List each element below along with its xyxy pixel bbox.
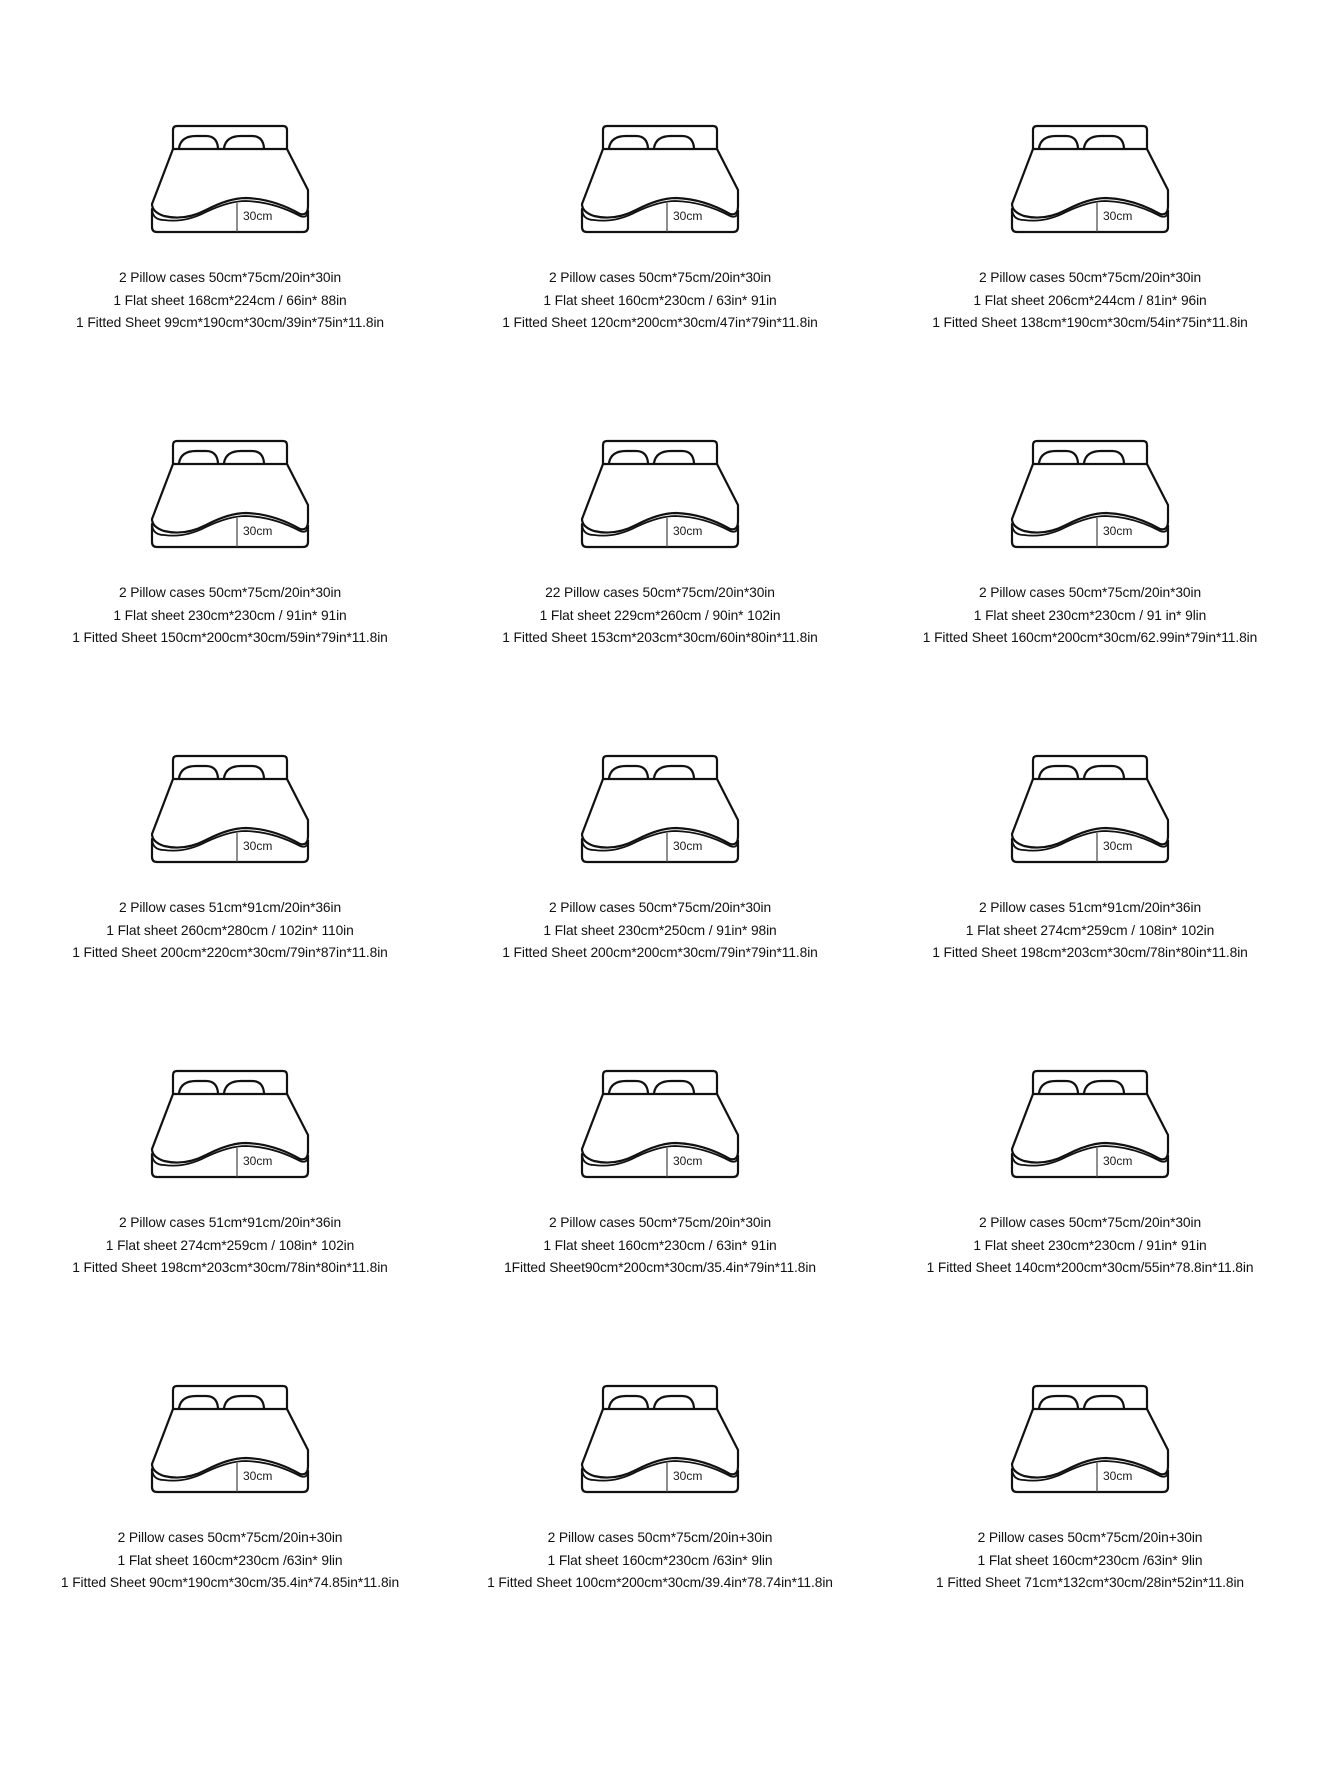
fitted-sheet-spec: 1 Fitted Sheet 160cm*200cm*30cm/62.99in*79in*11.8in	[922, 630, 1258, 645]
size-spec	[7, 1212, 453, 1280]
size-spec	[7, 897, 453, 965]
flat-sheet-spec: 1 Flat sheet 160cm*230cm / 63in* 91in	[543, 292, 777, 308]
depth-label: 30cm	[1103, 1154, 1133, 1168]
bedding-set-card	[867, 1382, 1313, 1682]
bedding-set-card	[437, 1067, 883, 1367]
bed-icon	[142, 752, 318, 874]
bed-icon	[1002, 122, 1178, 244]
fitted-sheet-spec: 1 Fitted Sheet 120cm*200cm*30cm/47in*79in*11.8in	[502, 315, 818, 330]
fitted-sheet-spec: 1 Fitted Sheet 198cm*203cm*30cm/78in*80in*11.8in	[932, 945, 1248, 960]
bedding-set-card	[437, 752, 883, 1052]
depth-label: 30cm	[243, 1154, 273, 1168]
depth-label: 30cm	[1103, 839, 1133, 853]
depth-label: 30cm	[673, 209, 703, 223]
flat-sheet-spec: 1 Flat sheet 168cm*224cm / 66in* 88in	[113, 292, 347, 308]
fitted-sheet-spec: 1 Fitted Sheet 140cm*200cm*30cm/55in*78.8in*11.8in	[926, 1260, 1254, 1275]
flat-sheet-spec: 1 Flat sheet 230cm*230cm / 91in* 91in	[113, 607, 347, 623]
pillow-spec: 2 Pillow cases 50cm*75cm/20in*30in	[118, 270, 342, 285]
fitted-sheet-spec: 1 Fitted Sheet 138cm*190cm*30cm/54in*75in*11.8in	[932, 315, 1248, 330]
depth-label: 30cm	[1103, 524, 1133, 538]
flat-sheet-spec: 1 Flat sheet 206cm*244cm / 81in* 96in	[973, 292, 1207, 308]
size-spec	[7, 1527, 453, 1595]
depth-label: 30cm	[1103, 1469, 1133, 1483]
pillow-spec: 2 Pillow cases 50cm*75cm/20in+30in	[547, 1530, 773, 1545]
bedding-set-card	[7, 122, 453, 422]
size-spec	[437, 1212, 883, 1280]
bedding-set-card	[7, 1067, 453, 1367]
fitted-sheet-spec: 1 Fitted Sheet 153cm*203cm*30cm/60in*80in*11.8in	[502, 630, 818, 645]
size-spec	[7, 582, 453, 650]
bed-icon	[572, 1067, 748, 1189]
bedding-set-card	[437, 437, 883, 737]
fitted-sheet-spec: 1 Fitted Sheet 198cm*203cm*30cm/78in*80in*11.8in	[72, 1260, 388, 1275]
size-spec	[867, 267, 1313, 335]
pillow-spec: 2 Pillow cases 51cm*91cm/20in*36in	[118, 900, 342, 915]
flat-sheet-spec: 1 Flat sheet 229cm*260cm / 90in* 102in	[539, 607, 781, 623]
depth-label: 30cm	[673, 524, 703, 538]
bed-icon	[572, 752, 748, 874]
bed-icon	[572, 122, 748, 244]
pillow-spec: 22 Pillow cases 50cm*75cm/20in*30in	[545, 585, 775, 600]
pillow-spec: 2 Pillow cases 50cm*75cm/20in+30in	[117, 1530, 343, 1545]
fitted-sheet-spec: 1 Fitted Sheet 99cm*190cm*30cm/39in*75in*11.8in	[76, 315, 384, 330]
size-spec	[867, 897, 1313, 965]
bedding-set-card	[437, 122, 883, 422]
fitted-sheet-spec: 1 Fitted Sheet 200cm*200cm*30cm/79in*79in*11.8in	[502, 945, 818, 960]
size-spec	[437, 1527, 883, 1595]
bed-icon	[1002, 752, 1178, 874]
size-spec	[867, 582, 1313, 650]
pillow-spec: 2 Pillow cases 50cm*75cm/20in*30in	[978, 1215, 1202, 1230]
depth-label: 30cm	[673, 839, 703, 853]
flat-sheet-spec: 1 Flat sheet 160cm*230cm /63in* 9lin	[547, 1552, 773, 1568]
depth-label: 30cm	[243, 524, 273, 538]
size-spec	[437, 897, 883, 965]
pillow-spec: 2 Pillow cases 50cm*75cm/20in+30in	[977, 1530, 1203, 1545]
fitted-sheet-spec: 1 Fitted Sheet 150cm*200cm*30cm/59in*79in*11.8in	[72, 630, 388, 645]
bed-icon	[142, 1067, 318, 1189]
flat-sheet-spec: 1 Flat sheet 230cm*230cm / 91in* 91in	[973, 1237, 1207, 1253]
flat-sheet-spec: 1 Flat sheet 160cm*230cm / 63in* 91in	[543, 1237, 777, 1253]
flat-sheet-spec: 1 Flat sheet 260cm*280cm / 102in* 110in	[106, 922, 354, 938]
flat-sheet-spec: 1 Flat sheet 160cm*230cm /63in* 9lin	[117, 1552, 343, 1568]
fitted-sheet-spec: 1 Fitted Sheet 71cm*132cm*30cm/28in*52in*11.8in	[936, 1575, 1244, 1590]
flat-sheet-spec: 1 Flat sheet 274cm*259cm / 108in* 102in	[965, 922, 1215, 938]
pillow-spec: 2 Pillow cases 50cm*75cm/20in*30in	[548, 270, 772, 285]
pillow-spec: 2 Pillow cases 51cm*91cm/20in*36in	[118, 1215, 342, 1230]
pillow-spec: 2 Pillow cases 50cm*75cm/20in*30in	[978, 585, 1202, 600]
fitted-sheet-spec: 1 Fitted Sheet 100cm*200cm*30cm/39.4in*78.74in*11.8in	[487, 1575, 833, 1590]
bed-icon	[572, 1382, 748, 1504]
bedding-set-card	[7, 1382, 453, 1682]
depth-label: 30cm	[1103, 209, 1133, 223]
fitted-sheet-spec: 1 Fitted Sheet 90cm*190cm*30cm/35.4in*74.85in*11.8in	[60, 1575, 400, 1590]
depth-label: 30cm	[243, 1469, 273, 1483]
size-spec	[867, 1212, 1313, 1280]
bedding-set-card	[867, 1067, 1313, 1367]
pillow-spec: 2 Pillow cases 50cm*75cm/20in*30in	[978, 270, 1202, 285]
pillow-spec: 2 Pillow cases 50cm*75cm/20in*30in	[548, 1215, 772, 1230]
bed-icon	[1002, 437, 1178, 559]
pillow-spec: 2 Pillow cases 51cm*91cm/20in*36in	[978, 900, 1202, 915]
pillow-spec: 2 Pillow cases 50cm*75cm/20in*30in	[548, 900, 772, 915]
size-spec	[437, 582, 883, 650]
depth-label: 30cm	[673, 1469, 703, 1483]
flat-sheet-spec: 1 Flat sheet 160cm*230cm /63in* 9lin	[977, 1552, 1203, 1568]
flat-sheet-spec: 1 Flat sheet 274cm*259cm / 108in* 102in	[105, 1237, 355, 1253]
fitted-sheet-spec: 1Fitted Sheet90cm*200cm*30cm/35.4in*79in*11.8in	[504, 1260, 816, 1275]
size-spec	[867, 1527, 1313, 1595]
flat-sheet-spec: 1 Flat sheet 230cm*230cm / 91 in* 9lin	[973, 607, 1207, 623]
bed-icon	[142, 122, 318, 244]
depth-label: 30cm	[243, 839, 273, 853]
bedding-set-card	[7, 752, 453, 1052]
bedding-set-card	[867, 752, 1313, 1052]
bedding-set-card	[867, 122, 1313, 422]
bedding-set-card	[437, 1382, 883, 1682]
pillow-spec: 2 Pillow cases 50cm*75cm/20in*30in	[118, 585, 342, 600]
bed-icon	[142, 1382, 318, 1504]
fitted-sheet-spec: 1 Fitted Sheet 200cm*220cm*30cm/79in*87in*11.8in	[72, 945, 388, 960]
bed-icon	[572, 437, 748, 559]
size-spec	[437, 267, 883, 335]
depth-label: 30cm	[243, 209, 273, 223]
depth-label: 30cm	[673, 1154, 703, 1168]
bed-icon	[142, 437, 318, 559]
bed-icon	[1002, 1382, 1178, 1504]
bedding-set-card	[7, 437, 453, 737]
size-spec	[7, 267, 453, 335]
bed-icon	[1002, 1067, 1178, 1189]
bedding-set-card	[867, 437, 1313, 737]
flat-sheet-spec: 1 Flat sheet 230cm*250cm / 91in* 98in	[543, 922, 777, 938]
